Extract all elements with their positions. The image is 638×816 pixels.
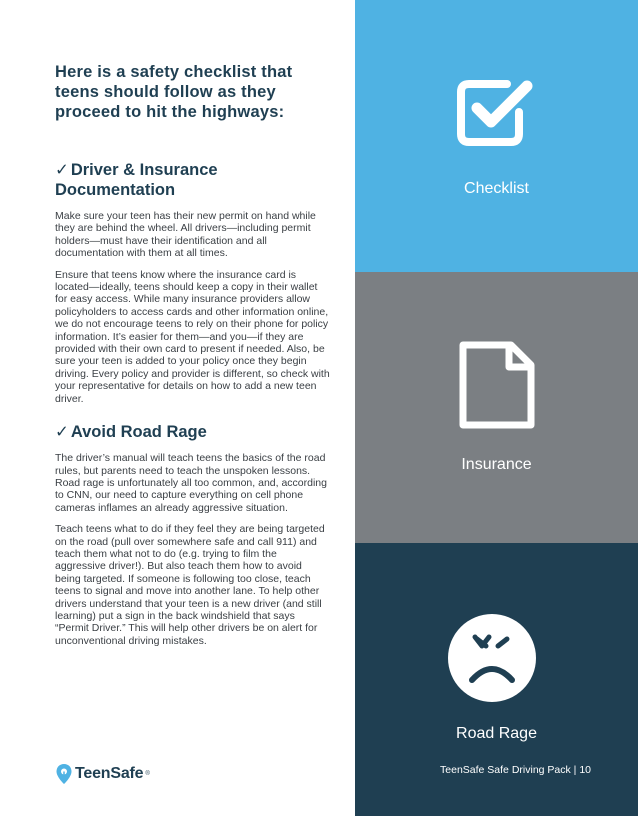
intro-heading: Here is a safety checklist that teens should follow as they proceed to hit the highways: <box>55 63 293 121</box>
brand-name: TeenSafe <box>75 765 144 782</box>
angry-face-icon <box>444 610 540 706</box>
checkbox-icon <box>453 72 537 156</box>
trademark: ® <box>145 771 150 777</box>
paragraph: The driver’s manual will teach teens the basics of the road rules, but parents need to teach the unspoken lessons. Road rage is unfortunately all too common, and, according to CNN, our need to capture everything on cell phone cameras inflames an already aggressive situation. <box>55 452 327 514</box>
road-rage-label: Road Rage <box>456 725 537 742</box>
checkmark-icon: ✓ <box>55 423 69 442</box>
section-heading-text: Avoid Road Rage <box>70 423 207 442</box>
insurance-label: Insurance <box>461 456 532 473</box>
section-heading-text: Driver & Insurance Documentation <box>55 161 218 199</box>
insurance-panel <box>355 272 638 543</box>
article-column <box>55 62 330 647</box>
section-heading-road-rage <box>55 422 330 442</box>
paragraph: Teach teens what to do if they feel they are being targeted on the road (pull over somewhere safe and call 911) and teach them what not to do (e.g. trying to film the aggressive driver!). But also teach them how to avoid being targeted. If someone is following too close, teach teens to signal and move into another lane. To help other drivers understand that your teen is a new driver (and still learning) put a sign in the back windshield that says “Permit Driver.” This will help other drivers be on alert for unconventional driving mistakes. <box>55 523 325 647</box>
teensafe-logo <box>55 762 150 786</box>
section-heading-documentation <box>55 160 330 200</box>
document-icon <box>455 337 539 433</box>
page-number-label: TeenSafe Safe Driving Pack | 10 <box>440 764 591 776</box>
paragraph: Ensure that teens know where the insurance card is located—ideally, teens should keep a copy in their wallet for easy access. While many insurance providers allow policyholders to access cards and other information online, we do not encourage teens to rely on their phone for policy information. It’s easier for them—and you—if they are provided with their own card to present if needed. Also, be sure your teen is added to your policy once they begin driving. Every policy and provider is different, so check with your representative for details on how to add a new teen driver. <box>55 268 330 405</box>
checklist-label: Checklist <box>464 180 529 197</box>
checkmark-icon: ✓ <box>55 161 69 179</box>
paragraph: Make sure your teen has their new permit on hand while they are behind the wheel. All drivers—including permit holders—must have their identification and all documentation with them at all times. <box>55 210 316 260</box>
location-pin-icon <box>55 763 73 785</box>
sidebar <box>355 0 638 816</box>
checklist-panel <box>355 0 638 272</box>
